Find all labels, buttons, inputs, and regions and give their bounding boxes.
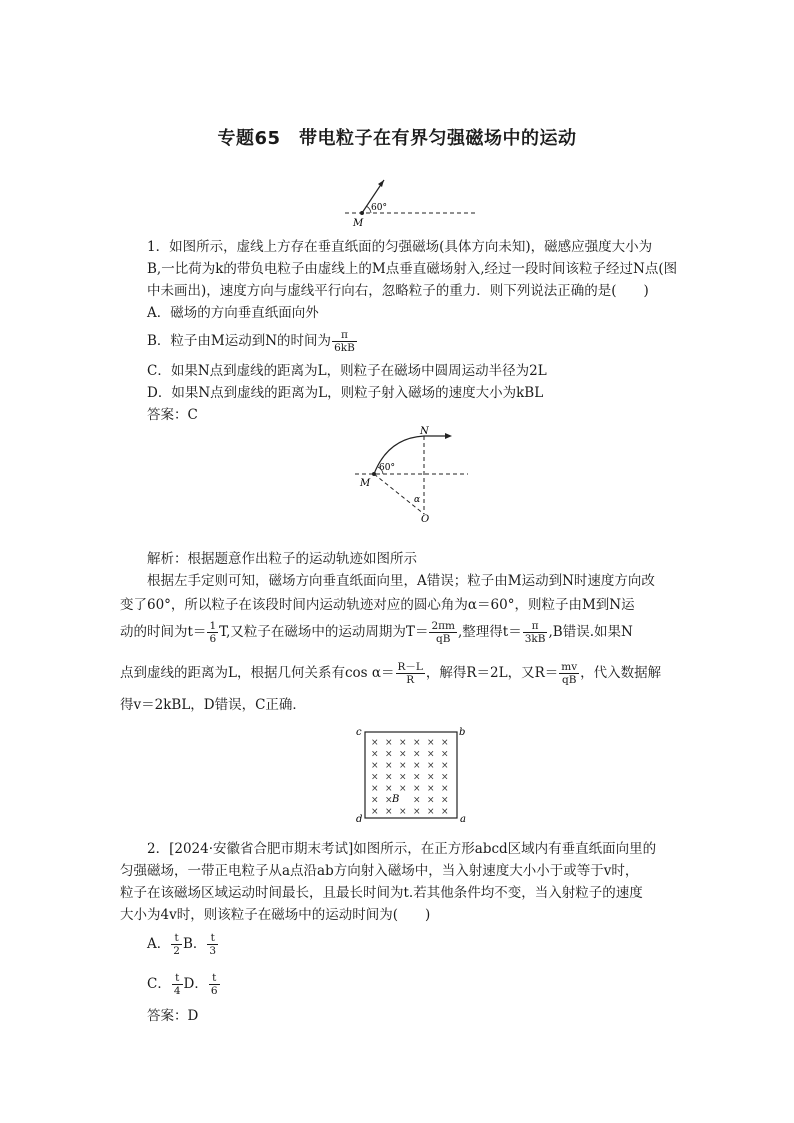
field-cross-icon: × bbox=[371, 738, 379, 748]
fraction-den: R bbox=[406, 674, 415, 686]
field-cross-icon: × bbox=[399, 784, 407, 794]
fraction-num: mv bbox=[561, 661, 578, 673]
angle-label: 60° bbox=[371, 203, 387, 213]
q1-option-c: C．如果N点到虚线的距离为L，则粒子在磁场中圆周运动半径为2L bbox=[147, 363, 547, 379]
arrow-head-icon bbox=[378, 180, 384, 187]
figure-1 bbox=[340, 175, 480, 230]
field-cross-icon: × bbox=[399, 807, 407, 817]
label-m: M bbox=[353, 218, 364, 229]
fraction-num: R－L bbox=[397, 661, 423, 673]
q1-option-d: D．如果N点到虚线的距离为L，则粒子射入磁场的速度大小为kBL bbox=[147, 385, 544, 401]
field-cross-icon: × bbox=[371, 761, 379, 771]
option-label: A． bbox=[147, 936, 171, 952]
label-field-b: B bbox=[392, 794, 400, 805]
fraction bbox=[207, 620, 218, 645]
field-cross-icon: × bbox=[371, 795, 379, 806]
field-cross-icon: × bbox=[427, 772, 435, 783]
q2-line-4: 大小为4v时，则该粒子在磁场中的运动时间为( ) bbox=[120, 907, 431, 923]
fraction-den: 3kB bbox=[524, 633, 546, 645]
q1-line-1: 1．如图所示，虚线上方存在垂直纸面的匀强磁场(具体方向未知)，磁感应强度大小为 bbox=[147, 239, 653, 255]
field-cross-icon: × bbox=[385, 807, 393, 817]
field-cross-icon: × bbox=[427, 795, 435, 806]
q1-option-b bbox=[147, 329, 358, 354]
field-cross-icon: × bbox=[385, 761, 393, 771]
field-cross-icon: × bbox=[385, 795, 393, 806]
label-d: d bbox=[356, 814, 363, 824]
q1-answer: 答案：C bbox=[147, 407, 198, 423]
field-cross-icon: × bbox=[371, 772, 379, 783]
q1-option-b-text: B．粒子由M运动到N的时间为 bbox=[147, 333, 332, 349]
fraction bbox=[429, 620, 457, 645]
text-segment: ，代入数据解 bbox=[580, 665, 662, 681]
fraction-den: 6 bbox=[210, 985, 218, 997]
analysis-line-3: 变了60°，所以粒子在该段时间内运动轨迹对应的圆心角为α＝60°，则粒子由M到N运 bbox=[120, 597, 635, 613]
option-label: B． bbox=[182, 936, 207, 952]
field-cross-icon: × bbox=[441, 807, 449, 817]
field-cross-icon: × bbox=[385, 749, 393, 760]
field-cross-icon: × bbox=[441, 761, 449, 771]
q2-line-1: 2．[2024·安徽省合肥市期末考试]如图所示，在正方形abcd区域内有垂直纸面向里的 bbox=[147, 841, 657, 857]
field-cross-icon: × bbox=[441, 772, 449, 783]
fraction-num: 1 bbox=[209, 620, 217, 632]
fraction bbox=[171, 932, 182, 957]
q1-line-2: B,一比荷为k的带负电粒子由虚线上的M点垂直磁场射入,经过一段时间该粒子经过N点(图 bbox=[147, 261, 678, 277]
fraction-num: t bbox=[171, 932, 182, 945]
field-cross-icon: × bbox=[371, 784, 379, 794]
field-cross-icon: × bbox=[427, 784, 435, 794]
field-cross-icon: × bbox=[385, 772, 393, 783]
label-m: M bbox=[360, 478, 371, 489]
fraction-num: t bbox=[172, 972, 183, 985]
field-cross-icon: × bbox=[413, 807, 421, 817]
label-n: N bbox=[420, 426, 429, 437]
label-a: a bbox=[460, 814, 466, 824]
figure-2 bbox=[350, 424, 475, 524]
fraction bbox=[559, 661, 579, 686]
field-cross-icon: × bbox=[399, 761, 407, 771]
page-title: 专题65 带电粒子在有界匀强磁场中的运动 bbox=[217, 128, 577, 149]
fraction-den: 3 bbox=[209, 945, 217, 957]
field-cross-icon: × bbox=[371, 807, 379, 817]
field-cross-icon: × bbox=[413, 738, 421, 748]
fraction-den: 4 bbox=[173, 985, 181, 997]
analysis-line-4 bbox=[120, 620, 633, 645]
analysis-line-6: 得v＝2kBL，D错误，C正确． bbox=[120, 697, 306, 713]
q2-options-cd bbox=[147, 972, 221, 997]
analysis-line-2: 根据左手定则可知，磁场方向垂直纸面向里，A错误；粒子由M运动到N时速度方向改 bbox=[147, 573, 655, 589]
field-cross-icon: × bbox=[385, 738, 393, 748]
label-b: b bbox=[459, 727, 466, 738]
fraction-den: qB bbox=[562, 674, 577, 686]
fraction-num: π bbox=[523, 620, 548, 633]
field-cross-icon: × bbox=[413, 784, 421, 794]
dashed-radius-line bbox=[374, 474, 424, 514]
q1-option-a: A．磁场的方向垂直纸面向外 bbox=[147, 305, 319, 321]
magnetic-field-crosses bbox=[371, 738, 449, 817]
fraction-num: π bbox=[332, 329, 357, 342]
field-cross-icon: × bbox=[441, 738, 449, 748]
field-cross-icon: × bbox=[427, 807, 435, 817]
field-cross-icon: × bbox=[399, 749, 407, 760]
text-segment: 点到虚线的距离为L，根据几何关系有cos α＝ bbox=[120, 665, 395, 681]
option-label: D． bbox=[183, 976, 208, 992]
point-m bbox=[372, 472, 376, 476]
fraction-num: t bbox=[209, 972, 220, 985]
field-cross-icon: × bbox=[385, 784, 393, 794]
fraction-num: 2πm bbox=[431, 620, 455, 632]
analysis-line-1: 解析：根据题意作出粒子的运动轨迹如图所示 bbox=[147, 551, 417, 567]
angle-label: 60° bbox=[379, 463, 395, 473]
label-o: O bbox=[421, 514, 430, 524]
fraction-num: t bbox=[207, 932, 218, 945]
arrow-head-icon bbox=[445, 433, 452, 439]
fraction bbox=[209, 972, 220, 997]
point-m bbox=[360, 211, 364, 215]
analysis-line-5 bbox=[120, 661, 661, 686]
text-segment: 动的时间为t＝ bbox=[120, 624, 207, 640]
field-cross-icon: × bbox=[413, 772, 421, 783]
label-alpha: α bbox=[414, 495, 421, 505]
fraction bbox=[523, 620, 548, 645]
fraction-den: 6 bbox=[209, 633, 217, 645]
fraction-den: 2 bbox=[173, 945, 180, 957]
field-cross-icon: × bbox=[427, 761, 435, 771]
fraction bbox=[207, 932, 218, 957]
q1-line-3: 中未画出)，速度方向与虚线平行向右，忽略粒子的重力．则下列说法正确的是( ) bbox=[147, 283, 649, 299]
fraction-den: qB bbox=[436, 633, 451, 645]
text-segment: ，解得R＝2L，又R＝ bbox=[425, 665, 559, 681]
field-cross-icon: × bbox=[427, 738, 435, 748]
text-segment: ,B错误.如果N bbox=[548, 624, 633, 640]
fraction-den: 6kB bbox=[334, 342, 355, 354]
option-label: C． bbox=[147, 976, 171, 992]
label-c: c bbox=[356, 727, 362, 738]
fraction bbox=[396, 661, 425, 686]
field-cross-icon: × bbox=[399, 738, 407, 748]
text-segment: ,整理得t＝ bbox=[458, 624, 522, 640]
field-cross-icon: × bbox=[399, 772, 407, 783]
q2-line-2: 匀强磁场，一带正电粒子从a点沿ab方向射入磁场中，当入射速度大小小于或等于v时， bbox=[120, 863, 639, 879]
field-cross-icon: × bbox=[413, 761, 421, 771]
q2-answer: 答案：D bbox=[147, 1008, 199, 1024]
field-cross-icon: × bbox=[441, 749, 449, 760]
fraction bbox=[332, 329, 357, 354]
field-cross-icon: × bbox=[441, 784, 449, 794]
field-cross-icon: × bbox=[441, 795, 449, 806]
field-cross-icon: × bbox=[413, 795, 421, 806]
text-segment: T,又粒子在磁场中的运动周期为T＝ bbox=[219, 624, 429, 640]
field-cross-icon: × bbox=[371, 749, 379, 760]
q2-line-3: 粒子在该磁场区域运动时间最长，且最长时间为t.若其他条件均不变，当入射粒子的速度 bbox=[120, 885, 643, 901]
fraction bbox=[172, 972, 183, 997]
q2-options-ab bbox=[147, 932, 219, 957]
field-cross-icon: × bbox=[413, 749, 421, 760]
figure-3 bbox=[352, 724, 472, 824]
field-cross-icon: × bbox=[427, 749, 435, 760]
